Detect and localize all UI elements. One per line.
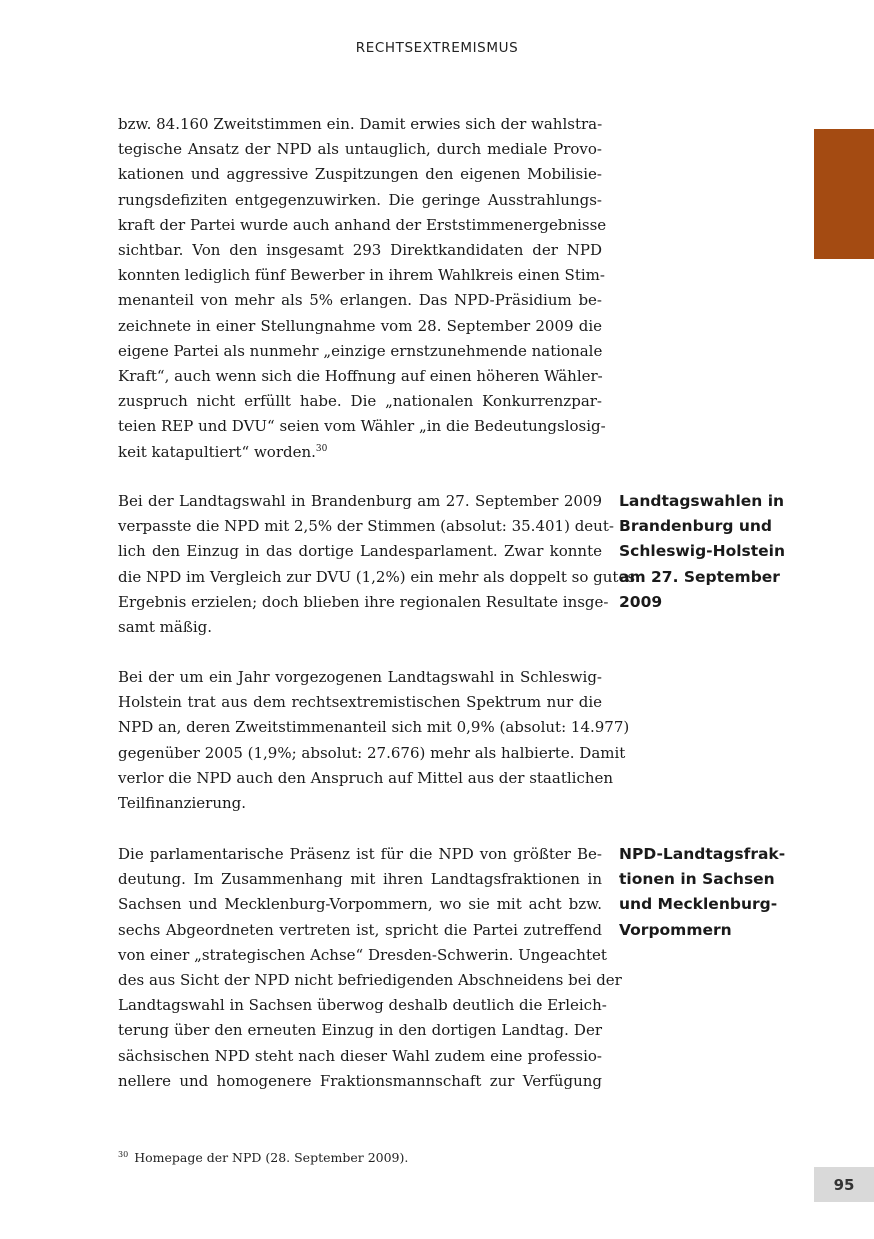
text-line: Sachsen und Mecklenburg-Vorpommern, wo sie mit acht bzw. [118,895,602,914]
sidenote-line: Vorpommern [619,920,732,939]
text-line: sichtbar. Von den insgesamt 293 Direktkandidaten der NPD [118,241,602,260]
body-paragraph-1 [118,112,607,465]
text-line: eigene Partei als nunmehr „einzige ernstzunehmende nationale [118,341,603,360]
text-line: verpasste die NPD mit 2,5% der Stimmen (absolut: 35.401) deut- [118,517,614,536]
footnote-number: 30 [118,1150,129,1159]
sidenote-line: Schleswig-Holstein [619,542,786,561]
body-paragraph-2 [118,489,636,640]
text-line: Kraft“, auch wenn sich die Hoffnung auf einen höheren Wähler- [118,367,603,386]
text-line: tegische Ansatz der NPD als untauglich, durch mediale Provo- [118,140,602,159]
text-line: gegenüber 2005 (1,9%; absolut: 27.676) mehr als halbierte. Damit [118,743,626,762]
text-line: NPD an, deren Zweitstimmenanteil sich mit 0,9% (absolut: 14.977) [118,718,630,737]
footnote-text: Homepage der NPD (28. September 2009). [134,1150,409,1165]
text-line: sechs Abgeordneten vertreten ist, spricht die Partei zutreffend [118,920,602,939]
text-line: bzw. 84.160 Zweitstimmen ein. Damit erwies sich der wahlstra- [118,115,603,133]
text-line: lich den Einzug in das dortige Landesparlament. Zwar konnte [118,542,602,561]
text-line: rungsdefiziten entgegenzuwirken. Die geringe Ausstrahlungs- [118,190,602,209]
running-header: RECHTSEXTREMISMUS [355,40,519,56]
body-paragraph-4 [118,842,622,1094]
sidenote-line: tionen in Sachsen [619,870,775,889]
text-line: Bei der Landtagswahl in Brandenburg am 27. September 2009 [118,492,602,510]
sidenote-line: Landtagswahlen in [619,492,785,510]
text-line-content: keit katapultiert“ worden. [118,442,316,461]
sidenote-line: am 27. September [619,567,780,586]
body-paragraph-3 [118,665,630,816]
text-line: verlor die NPD auch den Anspruch auf Mittel aus der staatlichen [118,768,614,787]
text-line: samt mäßig. [118,618,213,637]
text-line: Holstein trat aus dem rechtsextremistischen Spektrum nur die [118,693,602,712]
text-line: kraft der Partei wurde auch anhand der Erststimmenergebnisse [118,215,607,234]
page-number: 95 [814,1167,874,1202]
text-line: des aus Sicht der NPD nicht befriedigenden Abschneidens bei der [118,971,622,990]
text-line: Die parlamentarische Präsenz ist für die NPD von größter Be- [118,845,602,863]
text-line: deutung. Im Zusammenhang mit ihren Landtagsfraktionen in [118,870,602,889]
footnote [118,1150,408,1165]
sidenote-landtagswahlen [619,489,799,615]
sidenote-line: NPD-Landtagsfrak- [619,845,786,863]
text-line: Teilfinanzierung. [118,794,247,813]
chapter-tab-marker [814,129,874,259]
text-line: terung über den erneuten Einzug in den dortigen Landtag. Der [118,1021,602,1040]
text-line: menanteil von mehr als 5% erlangen. Das NPD-Präsidium be- [118,291,602,310]
footnote-reference[interactable]: 30 [315,443,328,454]
text-line: Landtagswahl in Sachsen überwog deshalb deutlich die Erleich- [118,996,607,1015]
sidenote-landtagsfraktionen [619,842,799,943]
text-line: nellere und homogenere Fraktionsmannschaft zur Verfügung [118,1071,602,1090]
text-line: Ergebnis erzielen; doch blieben ihre regionalen Resultate insge- [118,592,609,611]
sidenote-line: und Mecklenburg- [619,895,778,914]
text-line: zuspruch nicht erfüllt habe. Die „nationalen Konkurrenzpar- [118,392,602,411]
text-line: konnten lediglich fünf Bewerber in ihrem Wahlkreis einen Stim- [118,266,605,285]
text-line: teien REP und DVU“ seien vom Wähler „in die Bedeutungslosig- [118,417,606,436]
sidenote-line: 2009 [619,592,663,611]
text-line: die NPD im Vergleich zur DVU (1,2%) ein mehr als doppelt so gutes [118,567,636,586]
text-line: zeichnete in einer Stellungnahme vom 28. September 2009 die [118,316,602,335]
text-line: sächsischen NPD steht nach dieser Wahl zudem eine professio- [118,1046,602,1065]
text-line [118,440,602,465]
text-line: von einer „strategischen Achse“ Dresden-Schwerin. Ungeachtet [118,945,607,964]
text-line: Bei der um ein Jahr vorgezogenen Landtagswahl in Schleswig- [118,668,602,686]
text-line: kationen und aggressive Zuspitzungen den eigenen Mobilisie- [118,165,602,184]
sidenote-line: Brandenburg und [619,517,773,536]
